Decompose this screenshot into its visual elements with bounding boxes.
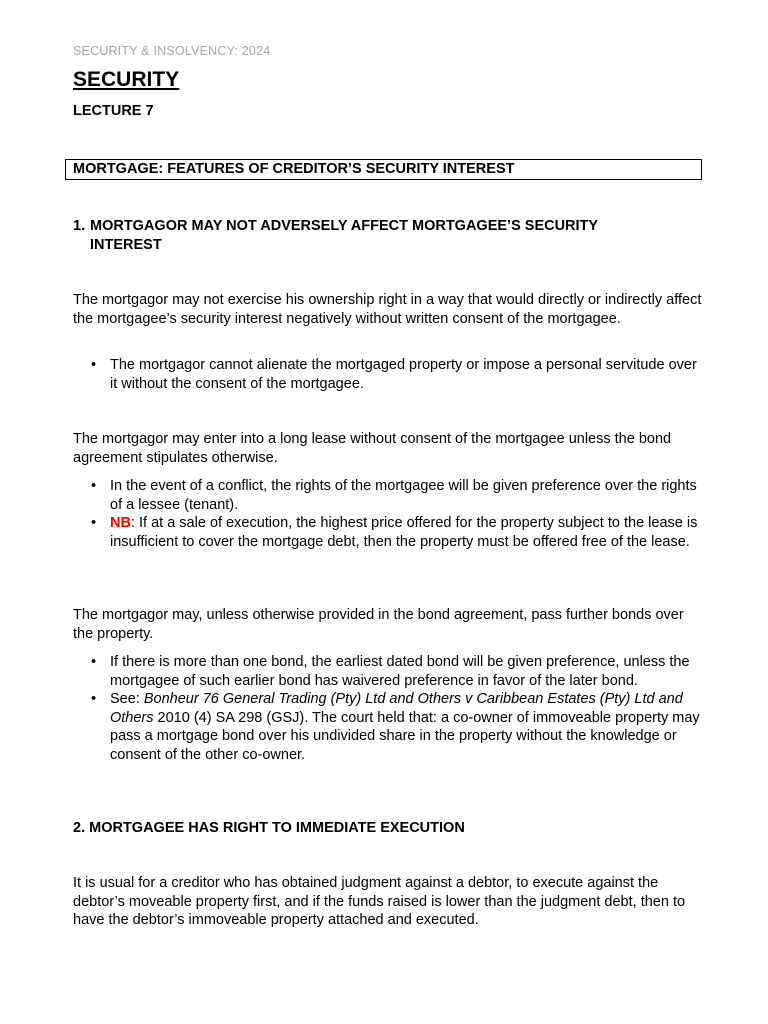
section-1-paragraph-1: The mortgagor may not exercise his ownership right in a way that would directly or indirectly affect the mortgagee’s security interest negatively without written consent of the mortgagee.	[73, 292, 702, 327]
section-1-paragraph-3: The mortgagor may, unless otherwise provided in the bond agreement, pass further bonds over the property.	[73, 607, 684, 642]
bullet-icon: •	[91, 478, 97, 494]
list-item	[73, 477, 703, 514]
bullet-list-2	[73, 477, 703, 551]
see-prefix: See:	[110, 691, 144, 707]
list-item-see	[73, 690, 703, 764]
bullet-icon: •	[91, 515, 97, 531]
nb-label: NB	[110, 515, 131, 531]
bullet-text: If there is more than one bond, the earliest dated bond will be given preference, unless the mortgagee of such earlier bond has waivered preference in favor of the later bond.	[110, 654, 690, 689]
bullet-list-1	[73, 356, 703, 393]
list-item	[73, 356, 703, 393]
bullet-text: The mortgagor cannot alienate the mortgaged property or impose a personal servitude over it without the consent of the mortgagee.	[110, 357, 697, 392]
boxed-heading: MORTGAGE: FEATURES OF CREDITOR’S SECURITY INTEREST	[65, 159, 702, 180]
bullet-list-3	[73, 653, 703, 764]
section-1-heading	[73, 217, 673, 254]
bullet-icon: •	[91, 357, 97, 373]
bullet-icon: •	[91, 654, 97, 670]
case-citation: Bonheur 76 General Trading (Pty) Ltd and Others v Caribbean Estates (Pty) Ltd and Others	[110, 691, 683, 726]
page-title: SECURITY	[73, 68, 180, 91]
section-2-heading: 2. MORTGAGEE HAS RIGHT TO IMMEDIATE EXECUTION	[73, 820, 465, 836]
running-header: SECURITY & INSOLVENCY: 2024	[73, 44, 271, 58]
bullet-icon: •	[91, 691, 97, 707]
section-1-paragraph-2: The mortgagor may enter into a long lease without consent of the mortgagee unless the bond agreement stipulates otherwise.	[73, 431, 672, 466]
see-rest: 2010 (4) SA 298 (GSJ). The court held that: a co-owner of immoveable property may pass a mortgage bond over his undivided share in the property without the knowledge or consent of the other co-owner.	[110, 709, 700, 763]
bullet-text: In the event of a conflict, the rights of the mortgagee will be given preference over the rights of a lessee (tenant).	[110, 478, 697, 513]
lecture-label: LECTURE 7	[73, 103, 154, 119]
section-2-paragraph-1: It is usual for a creditor who has obtained judgment against a debtor, to execute against the debtor’s moveable property first, and if the funds raised is lower than the judgment debt, then to have the debtor’s immoveable property attached and executed.	[73, 875, 686, 928]
section-1-number: 1.	[73, 218, 86, 234]
list-item-nb	[73, 514, 703, 551]
section-1-title: MORTGAGOR MAY NOT ADVERSELY AFFECT MORTGAGEE’S SECURITY INTEREST	[90, 218, 598, 253]
list-item	[73, 653, 703, 690]
nb-text: : If at a sale of execution, the highest price offered for the property subject to the lease is insufficient to cover the mortgage debt, then the property must be offered free of the lease.	[110, 515, 698, 550]
